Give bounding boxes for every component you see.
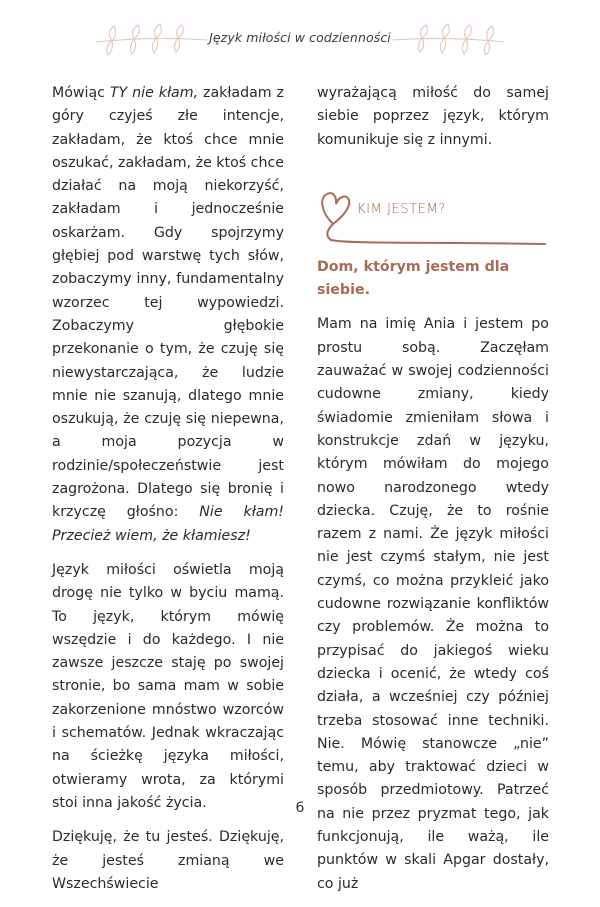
subheading: Dom, którym jestem dla siebie. — [317, 258, 510, 299]
running-header — [0, 22, 600, 58]
left-text-column — [52, 82, 284, 907]
text-run: Mówiąc — [52, 85, 110, 101]
italic-quote: Nie kłam! Przecież wiem, że kłamiesz! — [52, 504, 284, 544]
paragraph: Język miłości oświetla moją drogę nie tylko w byciu mamą. To język, którym mówię wszędzie i do każdego. I nie zawsze jeszcze staję po swojej stronie, bo sama mam w sobie zakorzenione mnóstwo wzorców i schematów. Jednak wkraczając na ścieżkę języka miłości, otwieramy wrota, za którymi stoi inna jakość życia. — [52, 561, 284, 811]
right-branch-ornament-icon — [390, 22, 508, 58]
italic-quote: TY nie kłam, — [109, 85, 199, 101]
header-title: Język miłości w codzienności — [209, 30, 391, 45]
paragraph — [52, 82, 284, 548]
page-number: 6 — [295, 800, 305, 816]
text-run: zakładam z góry czyjeś złe intencje, zakładam, że ktoś chce mnie oszukać, zakładam, że ktoś chce działać na moją niekorzyść, zakładam i jednocześnie oskarżam. Gdy spojrzymy głębiej pod warstwę tych słów, zobaczymy inny, fundamentalny wzorzec tej wypowiedzi. Zobaczymy głębokie przekonanie o tym, że czuję się niewystarczająca, że ludzie mnie nie szanują, dlatego mnie oszukują, że czuję się niepewna, a moja pozycja w rodzinie/społeczeństwie jest zagrożona. Dlatego się bronię i krzyczę głośno: — [52, 85, 284, 521]
paragraph: wyrażającą miłość do samej siebie poprzez język, którym komunikuje się z innymi. — [317, 85, 549, 148]
section-label: KIM JESTEM? — [357, 200, 446, 217]
section-header — [317, 164, 549, 250]
paragraph: Dziękuję, że tu jesteś. Dziękuję, że jesteś zmianą we Wszechświecie — [52, 829, 284, 892]
right-text-column — [317, 82, 549, 907]
paragraph: Mam na imię Ania i jestem po prostu sobą. Zaczęłam zauważać w swojej codzienności cudowne zmiany, kiedy świadomie zmieniłam słowa i konstrukcje zdań w języku, którym mówiłam do mojego nowo narodzonego wtedy dziecka. Czuję, że to rośnie razem z nami. Że język miłości nie jest czymś stałym, nie jest czymś, co można przykleić jako cudowne rozwiązanie konfliktów czy problemów. Że można to przypisać do jakiegoś wieku dziecka i ocenić, że wtedy coś działa, a wcześniej czy później trzeba stosować inne techniki. Nie. Mówię stanowcze „nie” temu, aby traktować dzieci w sposób przedmiotowy. Patrzeć na nie przez pryzmat tego, jak funkcjonują, ile ważą, ile punktów w skali Apgar dostały, co już — [317, 316, 549, 892]
